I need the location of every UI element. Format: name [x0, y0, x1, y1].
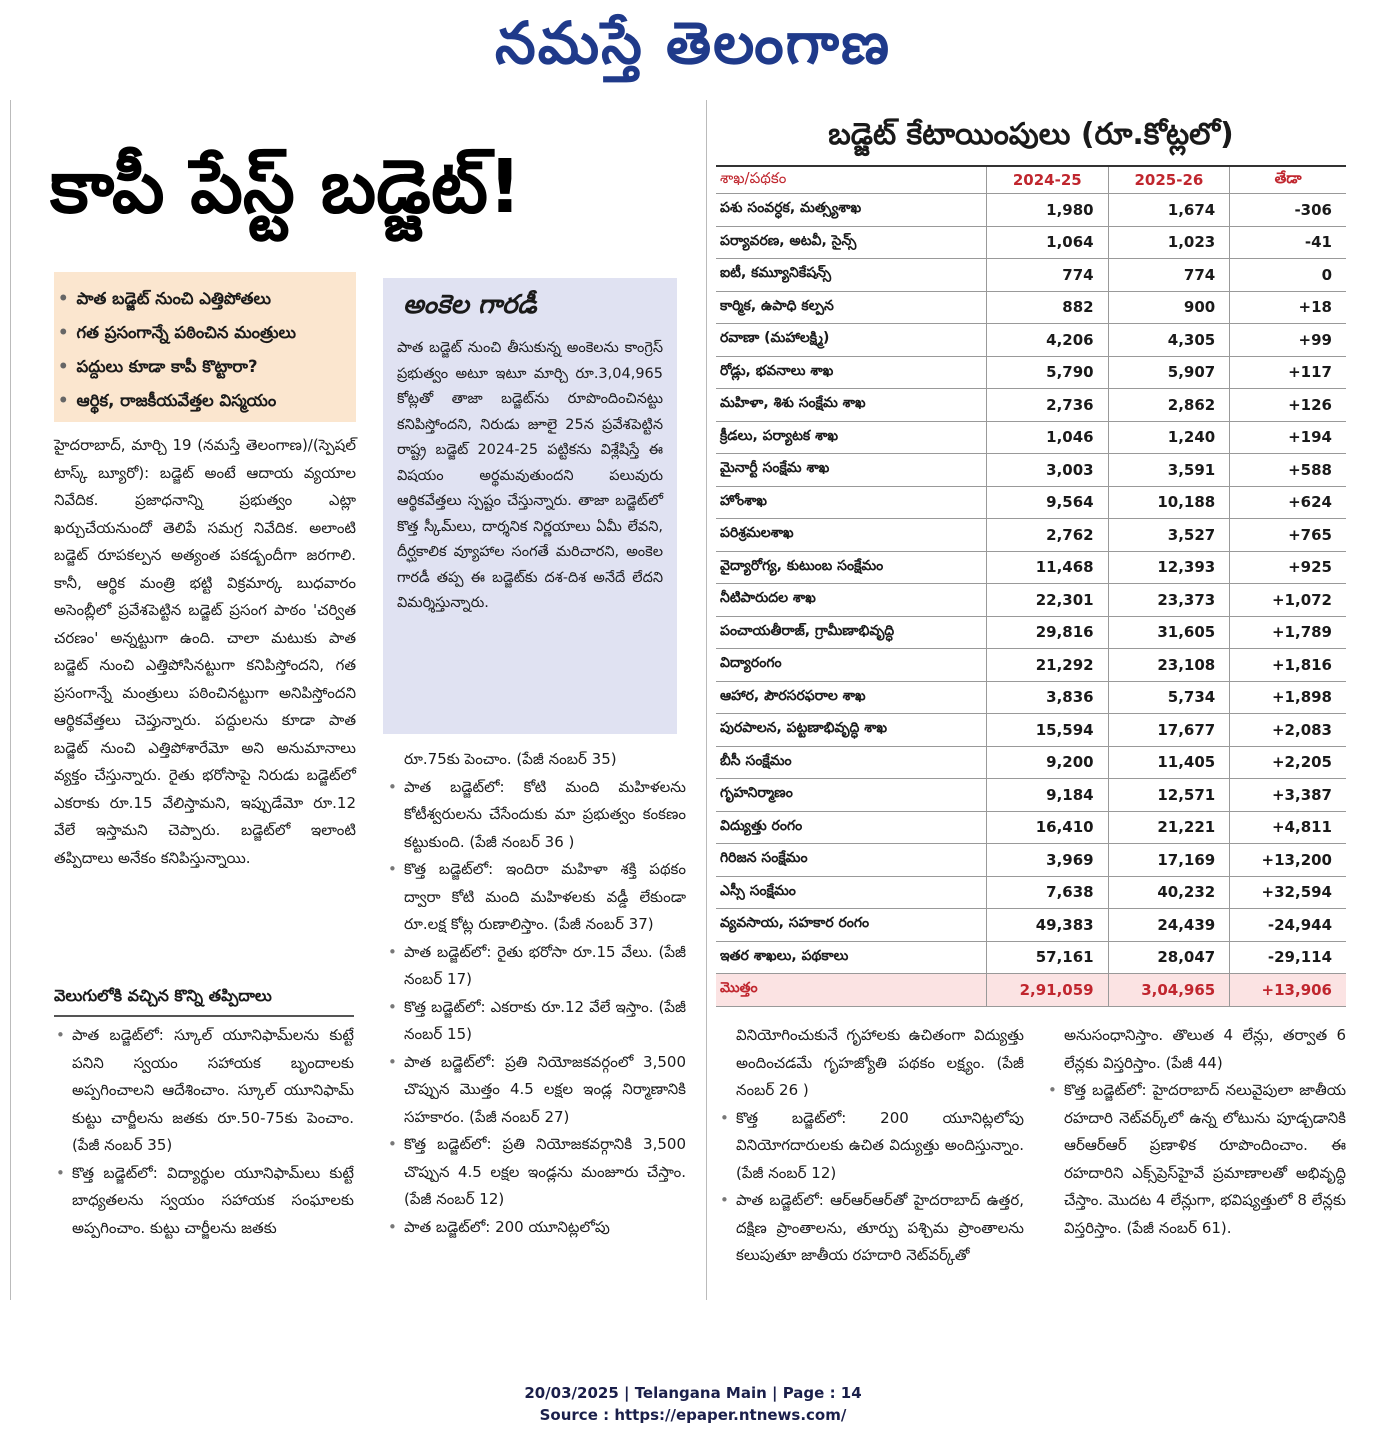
table-row: [716, 389, 1346, 422]
dept-name-cell: వైద్యారోగ్య, కుటుంబ సంక్షేమం: [716, 551, 987, 584]
value-cell: +765: [1230, 519, 1346, 552]
value-cell: 21,221: [1108, 811, 1230, 844]
value-cell: +4,811: [1230, 811, 1346, 844]
value-cell: +3,387: [1230, 779, 1346, 812]
sidebar-title: అంకెల గారడీ: [403, 290, 537, 320]
table-row: [716, 714, 1346, 747]
value-cell: -24,944: [1230, 909, 1346, 942]
column-header: 2025-26: [1108, 166, 1230, 194]
dept-name-cell: బీసీ సంక్షేమం: [716, 746, 987, 779]
value-cell: 1,980: [987, 194, 1109, 227]
value-cell: +588: [1230, 454, 1346, 487]
dept-name-cell: హోంశాఖ: [716, 486, 987, 519]
sidebar-text: పాత బడ్జెట్ నుంచి తీసుకున్న అంకెలను కాంగ్రెస్ ప్రభుత్వం అటూ ఇటూ మార్చి రూ.3,04,965 కోట్లతో తాజా బడ్జెట్‌ను రూపొందించినట్టు కనిపిస్తోందని, నిరుడు జూలై 25న ప్రవేశపెట్టిన రాష్ట్ర బడ్జెట్ 2024-25 పట్టికను విశ్లేషిస్తే ఈ విషయం అర్థమవుతుందని పలువురు ఆర్థికవేత్తలు స్పష్టం చేస్తున్నారు. తాజా బడ్జెట్‌లో కొత్త స్కీమ్‌లు, దార్శనిక నిర్ణయాలు ఏమీ లేవని, దీర్ఘకాలిక వ్యూహాల సంగతే మరిచారని, అంకెల గారడీ తప్ప ఈ బడ్జెట్‌కు దశ-దిశ అనేదే లేదని విమర్శిస్తున్నారు.: [397, 340, 663, 611]
value-cell: 9,200: [987, 746, 1109, 779]
dept-name-cell: పశు సంవర్ధక, మత్స్యశాఖ: [716, 194, 987, 227]
errors-column-4: [1046, 1022, 1346, 1242]
value-cell: 16,410: [987, 811, 1109, 844]
value-cell: 11,405: [1108, 746, 1230, 779]
value-cell: 12,393: [1108, 551, 1230, 584]
value-cell: 774: [1108, 259, 1230, 292]
value-cell: +624: [1230, 486, 1346, 519]
article-body: హైదరాబాద్, మార్చి 19 (నమస్తే తెలంగాణ)/(స్పెషల్ టాస్క్ బ్యూరో): బడ్జెట్ అంటే ఆదాయ వ్యయాల నివేదిక. ప్రజాధనాన్ని ప్రభుత్వం ఎట్లా ఖర్చుచేయనుందో తెలిపే సమగ్ర నివేదిక. అలాంటి బడ్జెట్ రూపకల్పన అత్యంత పకడ్బందీగా జరగాలి. కానీ, ఆర్థిక మంత్రి భట్టి విక్రమార్క బుధవారం అసెంబ్లీలో ప్రవేశపెట్టిన బడ్జెట్ ప్రసంగ పాఠం 'చర్విత చరణం' అన్నట్టుగా ఉంది. చాలా మటుకు పాత బడ్జెట్ నుంచి ఎత్తిపోసినట్టుగా కనిపిస్తోందని, గత ప్రసంగాన్నే మంత్రులు పఠించినట్టుగా అనిపిస్తోందని ఆర్థికవేత్తలు చెప్తున్నారు. పద్దులను కూడా పాత బడ్జెట్ నుంచి ఎత్తిపోశారేమో అని అనుమానాలు వ్యక్తం చేస్తున్నారు. రైతు భరోసాపై నిరుడు బడ్జెట్‌లో ఎకరాకు రూ.15 వేలిస్తామని, ఇప్పుడేమో రూ.12 వేలే ఇస్తామని చెప్పారు. బడ్జెట్‌లో ఇలాంటి తప్పిదాలు అనేకం కనిపిస్తున్నాయి.: [54, 436, 356, 867]
table-row: [716, 811, 1346, 844]
footer-source: Source : https://epaper.ntnews.com/: [539, 1406, 847, 1424]
value-cell: +194: [1230, 421, 1346, 454]
errors-column-2: [386, 746, 686, 1241]
table-header-row: [716, 166, 1346, 194]
value-cell: 0: [1230, 259, 1346, 292]
value-cell: 4,305: [1108, 324, 1230, 357]
budget-table: [716, 165, 1346, 1007]
value-cell: 17,677: [1108, 714, 1230, 747]
dept-name-cell: విద్యుత్తు రంగం: [716, 811, 987, 844]
value-cell: -29,114: [1230, 941, 1346, 974]
value-cell: 3,527: [1108, 519, 1230, 552]
table-row: [716, 454, 1346, 487]
value-cell: 23,108: [1108, 649, 1230, 682]
table-row: [716, 746, 1346, 779]
total-label: మొత్తం: [716, 974, 987, 1007]
value-cell: 3,969: [987, 844, 1109, 877]
value-cell: 9,564: [987, 486, 1109, 519]
dept-name-cell: నీటిపారుదల శాఖ: [716, 584, 987, 617]
table-row: [716, 779, 1346, 812]
highlight-item: • ఆర్థిక, రాజకీయవేత్తల విస్మయం: [58, 391, 277, 410]
table-row: [716, 909, 1346, 942]
total-value: 2,91,059: [987, 974, 1109, 1007]
error-continuation: వినియోగించుకునే గృహాలకు ఉచితంగా విద్యుత్తు అందించడమే గృహజ్యోతి పథకం లక్ష్యం. (పేజీ నంబర్ 26 ): [736, 1026, 1024, 1099]
footer-date: 20/03/2025 | Telangana Main | Page : 14: [524, 1384, 862, 1402]
dept-name-cell: మైనార్టీ సంక్షేమ శాఖ: [716, 454, 987, 487]
error-item: • కొత్త బడ్జెట్‌లో: ఎకరాకు రూ.12 వేలే ఇస్తాం. (పేజీ నంబర్ 15): [386, 994, 686, 1049]
column-header: శాఖ/పథకం: [716, 166, 987, 194]
table-row: [716, 616, 1346, 649]
value-cell: 49,383: [987, 909, 1109, 942]
value-cell: +1,816: [1230, 649, 1346, 682]
table-row: [716, 291, 1346, 324]
value-cell: +2,205: [1230, 746, 1346, 779]
dept-name-cell: గిరిజన సంక్షేమం: [716, 844, 987, 877]
main-article: [54, 432, 356, 872]
errors-column-1: [54, 1022, 354, 1242]
value-cell: +99: [1230, 324, 1346, 357]
value-cell: -306: [1230, 194, 1346, 227]
value-cell: 1,674: [1108, 194, 1230, 227]
value-cell: 22,301: [987, 584, 1109, 617]
column-rule: [10, 100, 11, 1300]
value-cell: 5,790: [987, 356, 1109, 389]
dept-name-cell: ఇతర శాఖలు, పథకాలు: [716, 941, 987, 974]
value-cell: 11,468: [987, 551, 1109, 584]
table-row: [716, 356, 1346, 389]
error-item: • పాత బడ్జెట్‌లో: ఆర్ఆర్ఆర్‌తో హైదరాబాద్ ఉత్తర, దక్షిణ ప్రాంతాలను, తూర్పు పశ్చిమ ప్రాంతాలను కలుపుతూ జాతీయ రహదారి నెట్‌వర్క్‌తో: [718, 1187, 1024, 1270]
table-row: [716, 486, 1346, 519]
value-cell: 15,594: [987, 714, 1109, 747]
table-row: [716, 194, 1346, 227]
value-cell: 3,836: [987, 681, 1109, 714]
highlight-item: • పద్దులు కూడా కాపీ కొట్టారా?: [58, 357, 258, 376]
error-item: • కొత్త బడ్జెట్‌లో: విద్యార్థుల యూనిఫామ్‌లు కుట్టే బాధ్యతలను స్వయం సహాయక సంఘాలకు అప్పగించాం. కుట్టు చార్జీలను జతకు: [54, 1160, 354, 1243]
value-cell: -41: [1230, 226, 1346, 259]
value-cell: +13,200: [1230, 844, 1346, 877]
value-cell: 5,907: [1108, 356, 1230, 389]
error-item: • కొత్త బడ్జెట్‌లో: ఇందిరా మహిళా శక్తి పథకం ద్వారా కోటి మంది మహిళలకు వడ్డీ లేకుండా రూ.లక్ష కోట్ల రుణాలిస్తాం. (పేజీ నంబర్ 37): [386, 856, 686, 939]
value-cell: +32,594: [1230, 876, 1346, 909]
value-cell: +126: [1230, 389, 1346, 422]
highlight-item: • గత ప్రసంగాన్నే పఠించిన మంత్రులు: [58, 323, 296, 342]
value-cell: +18: [1230, 291, 1346, 324]
value-cell: 29,816: [987, 616, 1109, 649]
value-cell: 4,206: [987, 324, 1109, 357]
value-cell: 5,734: [1108, 681, 1230, 714]
value-cell: 2,736: [987, 389, 1109, 422]
value-cell: +1,898: [1230, 681, 1346, 714]
value-cell: 2,862: [1108, 389, 1230, 422]
value-cell: +925: [1230, 551, 1346, 584]
dept-name-cell: ఆహార, పౌరసరఫరాల శాఖ: [716, 681, 987, 714]
value-cell: 882: [987, 291, 1109, 324]
value-cell: 40,232: [1108, 876, 1230, 909]
dept-name-cell: వ్యవసాయ, సహకార రంగం: [716, 909, 987, 942]
value-cell: 1,064: [987, 226, 1109, 259]
value-cell: 23,373: [1108, 584, 1230, 617]
dept-name-cell: పంచాయతీరాజ్, గ్రామీణాభివృద్ధి: [716, 616, 987, 649]
highlight-item: • పాత బడ్జెట్ నుంచి ఎత్తిపోతలు: [58, 289, 271, 308]
dept-name-cell: పురపాలన, పట్టణాభివృద్ధి శాఖ: [716, 714, 987, 747]
column-header: తేడా: [1230, 166, 1346, 194]
error-item: • కొత్త బడ్జెట్‌లో: ప్రతి నియోజకవర్గానికి 3,500 చొప్పున 4.5 లక్షల ఇండ్లను మంజూరు చేస్తాం. (పేజీ నంబర్ 12): [386, 1131, 686, 1214]
total-value: +13,906: [1230, 974, 1346, 1007]
value-cell: 12,571: [1108, 779, 1230, 812]
sidebar-box: [383, 278, 677, 734]
value-cell: 17,169: [1108, 844, 1230, 877]
table-row: [716, 876, 1346, 909]
column-rule: [706, 100, 707, 1300]
error-item: • పాత బడ్జెట్‌లో: 200 యూనిట్లలోపు: [386, 1214, 686, 1242]
table-row: [716, 941, 1346, 974]
errors-column-3: [718, 1022, 1024, 1270]
value-cell: 28,047: [1108, 941, 1230, 974]
error-item: • కొత్త బడ్జెట్‌లో: హైదరాబాద్ నలువైపులా జాతీయ రహదారి నెట్‌వర్క్‌లో ఉన్న లోటును పూడ్చడానికి ఆర్ఆర్ఆర్ ప్రణాళిక రూపొందించాం. ఈ రహదారిని ఎక్స్‌ప్రెస్‌హైవే ప్రమాణాలతో అభివృద్ధి చేస్తాం. మొదట 4 లేన్లుగా, భవిష్యత్తులో 8 లేన్లకు విస్తరిస్తాం. (పేజీ నంబర్ 61).: [1046, 1077, 1346, 1242]
dept-name-cell: పరిశ్రమలశాఖ: [716, 519, 987, 552]
value-cell: 774: [987, 259, 1109, 292]
error-item: • పాత బడ్జెట్‌లో: ప్రతి నియోజకవర్గంలో 3,500 చొప్పున మొత్తం 4.5 లక్షల ఇండ్ల నిర్మాణానికి సహకారం. (పేజీ నంబర్ 27): [386, 1049, 686, 1132]
value-cell: 1,240: [1108, 421, 1230, 454]
dept-name-cell: విద్యారంగం: [716, 649, 987, 682]
value-cell: 31,605: [1108, 616, 1230, 649]
headline: కాపీ పేస్ట్ బడ్జెట్!: [50, 144, 522, 230]
table-row: [716, 519, 1346, 552]
value-cell: 7,638: [987, 876, 1109, 909]
value-cell: 900: [1108, 291, 1230, 324]
value-cell: 3,003: [987, 454, 1109, 487]
dept-name-cell: రోడ్లు, భవనాలు శాఖ: [716, 356, 987, 389]
error-continuation: అనుసంధానిస్తాం. తొలుత 4 లేన్లు, తర్వాత 6 లేన్లకు విస్తరిస్తాం. (పేజీ 44): [1064, 1026, 1346, 1072]
value-cell: 24,439: [1108, 909, 1230, 942]
total-value: 3,04,965: [1108, 974, 1230, 1007]
table-title: బడ్జెట్ కేటాయింపులు (రూ.కోట్లలో): [828, 117, 1234, 152]
highlights-box: [54, 272, 356, 422]
dept-name-cell: క్రీడలు, పర్యాటక శాఖ: [716, 421, 987, 454]
error-item: • కొత్త బడ్జెట్‌లో: 200 యూనిట్లలోపు వినియోగదారులకు ఉచిత విద్యుత్తు అందిస్తున్నాం. (పేజీ నంబర్ 12): [718, 1105, 1024, 1188]
column-header: 2024-25: [987, 166, 1109, 194]
error-item: • పాత బడ్జెట్‌లో: స్కూల్ యూనిఫామ్‌లను కుట్టే పనిని స్వయం సహాయక బృందాలకు అప్పగించాలని ఆదేశించాం. స్కూల్ యూనిఫామ్ కుట్టు చార్జీలను జతకు రూ.50-75కు పెంచాం. (పేజీ నంబర్ 35): [54, 1022, 354, 1160]
value-cell: +2,083: [1230, 714, 1346, 747]
table-row: [716, 551, 1346, 584]
table-row: [716, 681, 1346, 714]
table-row: [716, 649, 1346, 682]
value-cell: 3,591: [1108, 454, 1230, 487]
dept-name-cell: మహిళా, శిశు సంక్షేమ శాఖ: [716, 389, 987, 422]
dept-name-cell: ఎస్సీ సంక్షేమం: [716, 876, 987, 909]
value-cell: +1,789: [1230, 616, 1346, 649]
dept-name-cell: గృహనిర్మాణం: [716, 779, 987, 812]
value-cell: +117: [1230, 356, 1346, 389]
table-row: [716, 226, 1346, 259]
table-row: [716, 259, 1346, 292]
value-cell: 10,188: [1108, 486, 1230, 519]
table-row: [716, 844, 1346, 877]
table-row: [716, 324, 1346, 357]
value-cell: 21,292: [987, 649, 1109, 682]
dept-name-cell: పర్యావరణ, అటవీ, సైన్స్: [716, 226, 987, 259]
dept-name-cell: ఐటీ, కమ్యూనికేషన్స్: [716, 259, 987, 292]
table-row: [716, 421, 1346, 454]
error-continuation: రూ.75కు పెంచాం. (పేజీ నంబర్ 35): [404, 750, 617, 768]
masthead-logo: నమస్తే తెలంగాణ: [495, 9, 891, 77]
error-item: • పాత బడ్జెట్‌లో: రైతు భరోసా రూ.15 వేలు. (పేజీ నంబర్ 17): [386, 939, 686, 994]
value-cell: 57,161: [987, 941, 1109, 974]
value-cell: 1,023: [1108, 226, 1230, 259]
error-item: • పాత బడ్జెట్‌లో: కోటి మంది మహిళలను కోటీశ్వరులను చేసేందుకు మా ప్రభుత్వం కంకణం కట్టుకుంది. (పేజీ నంబర్ 36 ): [386, 774, 686, 857]
dept-name-cell: కార్మిక, ఉపాధి కల్పన: [716, 291, 987, 324]
table-body: [716, 194, 1346, 1007]
dept-name-cell: రవాణా (మహాలక్ష్మి): [716, 324, 987, 357]
value-cell: 1,046: [987, 421, 1109, 454]
value-cell: +1,072: [1230, 584, 1346, 617]
table-total-row: [716, 974, 1346, 1007]
table-row: [716, 584, 1346, 617]
errors-heading: వెలుగులోకి వచ్చిన కొన్ని తప్పిదాలు: [54, 986, 354, 1017]
footer: [0, 1382, 1386, 1426]
value-cell: 9,184: [987, 779, 1109, 812]
value-cell: 2,762: [987, 519, 1109, 552]
